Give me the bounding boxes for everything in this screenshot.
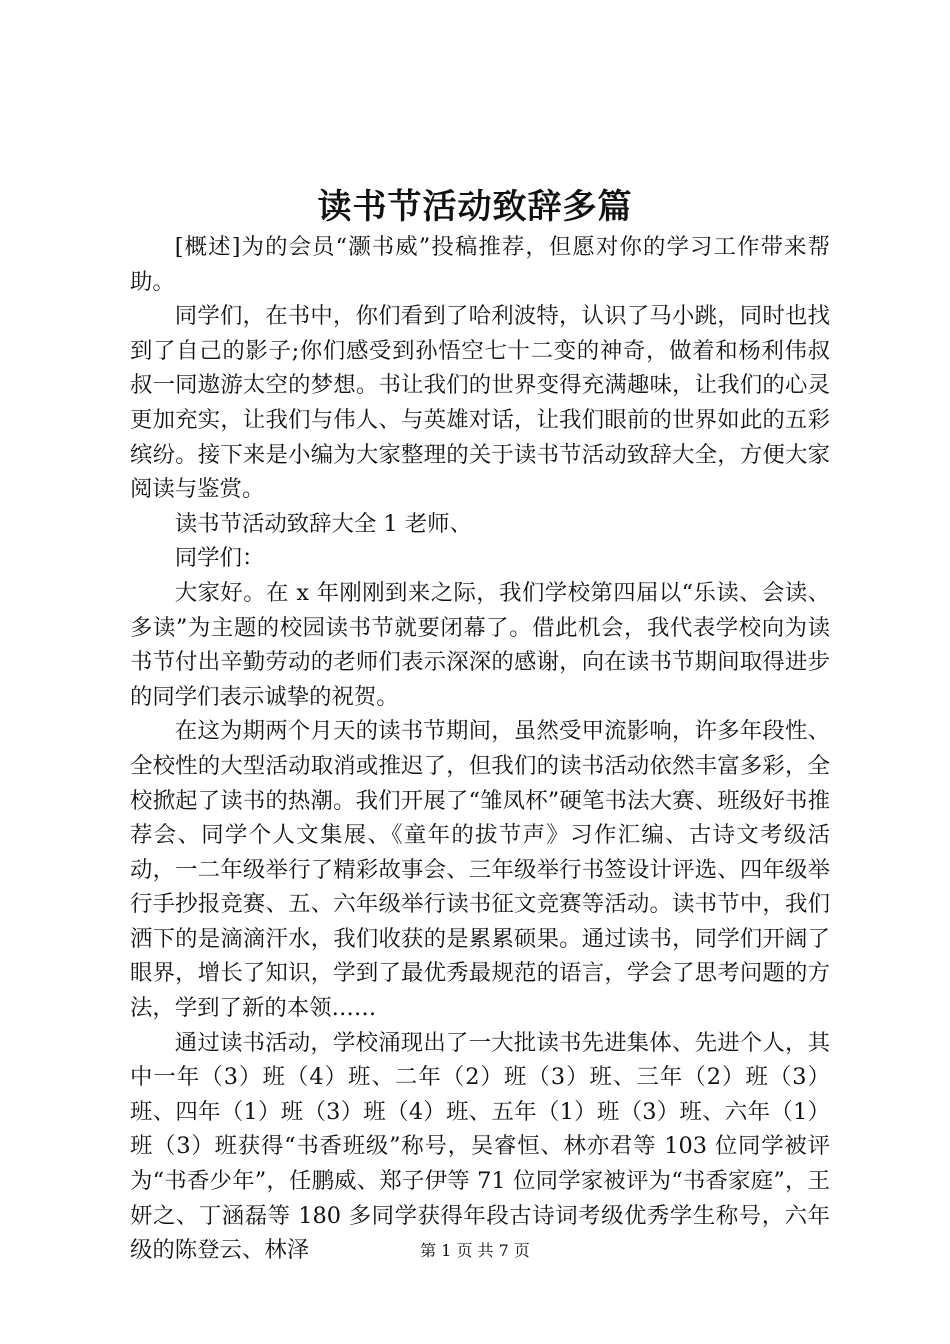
document-title: 读书节活动致辞多篇 xyxy=(317,187,633,227)
paragraph-heading: 读书节活动致辞大全 1 老师、 xyxy=(174,510,472,537)
paragraph-activities: 在这为期两个月天的读书节期间，虽然受甲流影响，许多年段性、全校性的大型活动取消或推迟了，但我们的读书活动依然丰富多彩，全校掀起了读书的热潮。我们开展了“雏凤杯”硬笔书法大赛、班级好书推荐会、同学个人文集展、《童年的拔节声》习作汇编、古诗文考级活动，一二年级举行了精彩故事会、三年级举行书签设计评选、四年级举行手抄报竞赛、五、六年级举行读书征文竞赛等活动。读书节中，我们洒下的是滴滴汗水，我们收获的是累累硕果。通过读书，同学们开阔了眼界，增长了知识，学到了最优秀最规范的语言，学会了思考问题的方法，学到了新的本领…… xyxy=(130,718,830,1022)
page-number-footer: 第 1 页 共 7 页 xyxy=(420,1241,530,1260)
paragraph-intro: 同学们，在书中，你们看到了哈利波特，认识了马小跳，同时也找到了自己的影子;你们感受到孙悟空七十二变的神奇，做着和杨利伟叔叔一同遨游太空的梦想。书让我们的世界变得充满趣味，让我们的心灵更加充实，让我们与伟人、与英雄对话，让我们眼前的世界如此的五彩缤纷。接下来是小编为大家整理的关于读书节活动致辞大全，方便大家阅读与鉴赏。 xyxy=(130,303,830,503)
paragraph-salutation: 同学们： xyxy=(174,545,265,572)
paragraph-awards: 通过读书活动，学校涌现出了一大批读书先进集体、先进个人，其中一年（3）班（4）班、二年（2）班（3）班、三年（2）班（3）班、四年（1）班（3）班（4）班、五年（1）班（3）班、六年（1）班（3）班获得“书香班级”称号，吴睿恒、林亦君等 103 位同学被评为“书香少年”，任鹏威、郑子伊等 71 位同学家被评为“书香家庭”，王妍之、丁涵磊等 180 多同学获得年段古诗词考级优秀学生称号，六年级的陈登云、林泽 xyxy=(130,1029,830,1264)
document-body xyxy=(130,230,830,1268)
paragraph-greeting: 大家好。在 x 年刚刚到来之际，我们学校第四届以“乐读、会读、多读”为主题的校园读书节就要闭幕了。借此机会，我代表学校向为读书节付出辛勤劳动的老师们表示深深的感谢，向在读书节期间取得进步的同学们表示诚挚的祝贺。 xyxy=(130,579,830,710)
paragraph-summary: [概述]为的会员“灏书威”投稿推荐，但愿对你的学习工作带来帮助。 xyxy=(130,234,830,295)
